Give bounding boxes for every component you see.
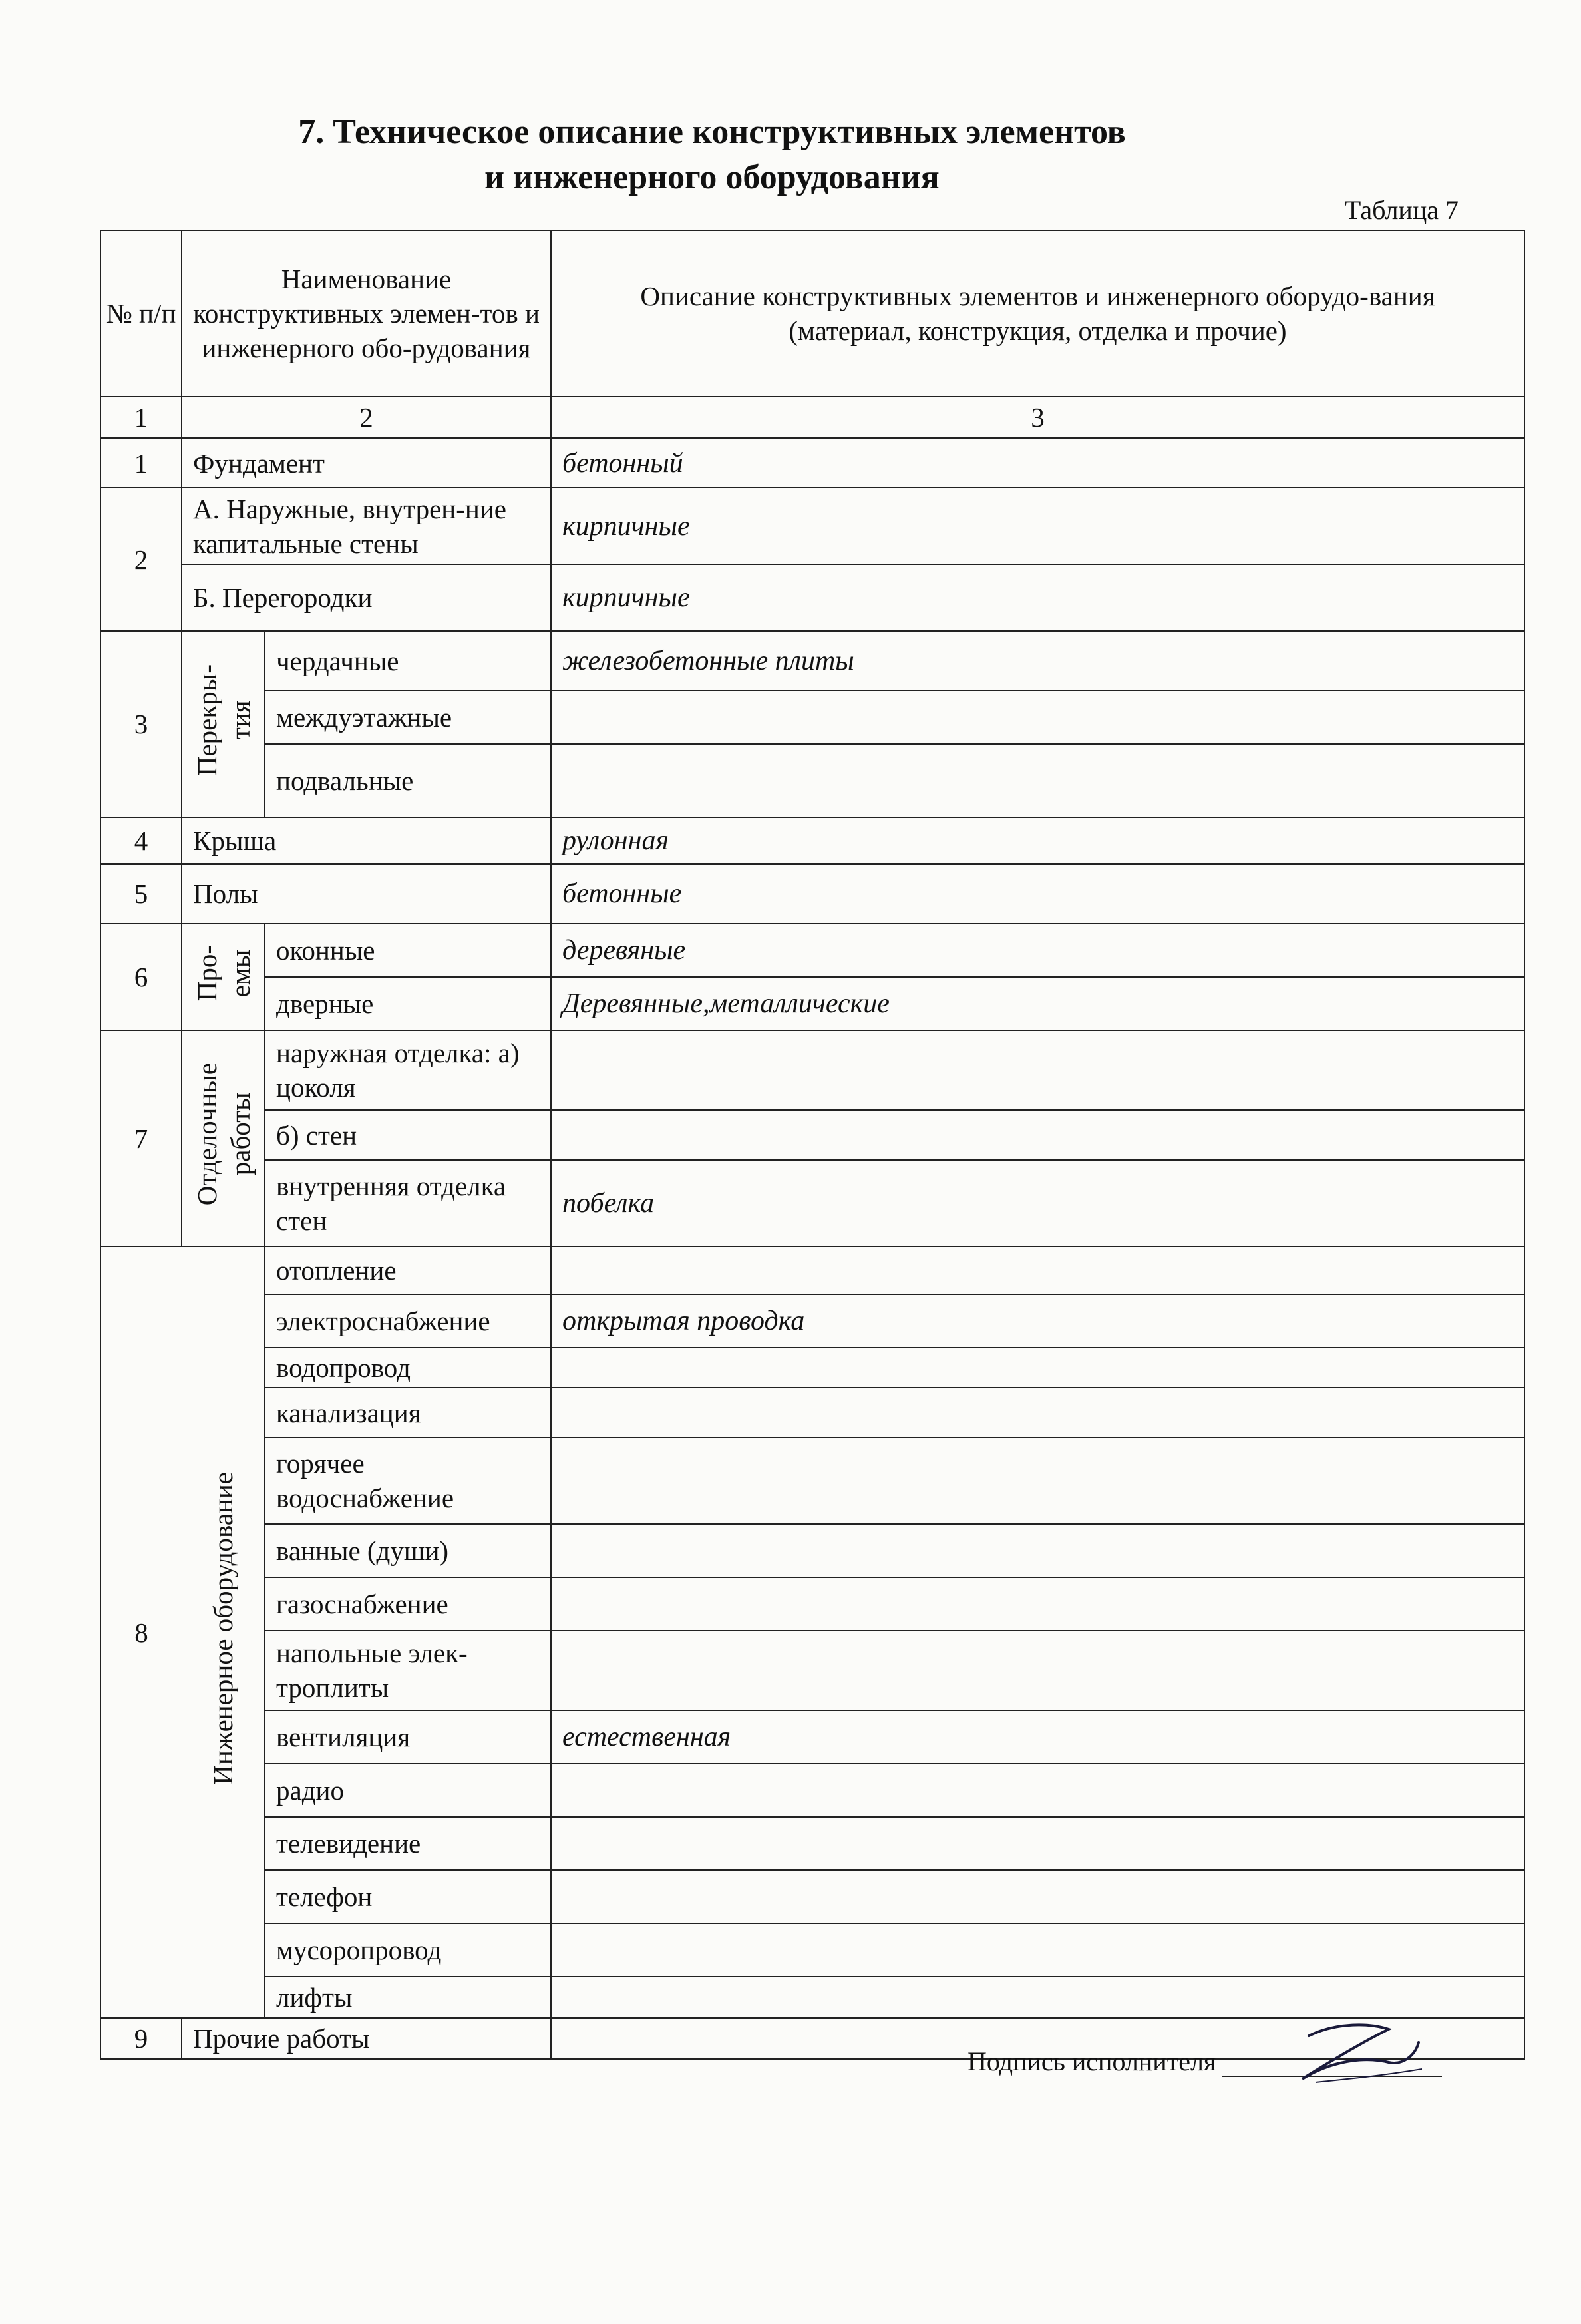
element-name: газоснабжение — [265, 1577, 551, 1631]
element-name: А. Наружные, внутрен-ние капитальные стены — [182, 488, 551, 564]
element-name: междуэтажные — [265, 691, 551, 744]
table-row — [100, 744, 1524, 817]
element-name: отопление — [265, 1247, 551, 1294]
group-label-cell — [182, 1247, 265, 2018]
table-row — [100, 438, 1524, 488]
table-row — [100, 1110, 1524, 1160]
header-num: № п/п — [100, 230, 182, 397]
group-label: Перекры- тия — [191, 664, 256, 777]
element-name: вентиляция — [265, 1710, 551, 1764]
element-name: внутренняя отделка стен — [265, 1160, 551, 1247]
element-name: оконные — [265, 924, 551, 977]
signature-block — [967, 2046, 1442, 2077]
row-number: 1 — [100, 438, 182, 488]
element-value: Деревянные,металлические — [551, 977, 1524, 1030]
table-row — [100, 1524, 1524, 1577]
table-row — [100, 1817, 1524, 1870]
element-name: телефон — [265, 1870, 551, 1923]
table-row — [100, 1977, 1524, 2018]
element-value — [551, 1247, 1524, 1294]
row-number: 8 — [100, 1247, 182, 2018]
element-name: чердачные — [265, 631, 551, 691]
table-row — [100, 1631, 1524, 1710]
table-row — [100, 1348, 1524, 1388]
element-value — [551, 1577, 1524, 1631]
signature-line — [1222, 2046, 1442, 2077]
table-row — [100, 817, 1524, 864]
element-value — [551, 1817, 1524, 1870]
element-value — [551, 1110, 1524, 1160]
column-index: 1 — [100, 397, 182, 438]
group-label: Отделочные работы — [191, 1063, 256, 1206]
row-number: 7 — [100, 1030, 182, 1247]
signature-label: Подпись исполнителя — [967, 2046, 1216, 2076]
element-name: водопровод — [265, 1348, 551, 1388]
table-row — [100, 1294, 1524, 1348]
element-value — [551, 691, 1524, 744]
header-desc-main: Описание конструктивных элементов и инженерного оборудо-вания — [640, 281, 1435, 311]
table-row — [100, 564, 1524, 631]
table-row — [100, 924, 1524, 977]
element-name: Крыша — [182, 817, 551, 864]
group-label: Про- емы — [191, 944, 256, 1002]
row-number: 5 — [100, 864, 182, 924]
group-label: Инженерное оборудование — [208, 1471, 238, 1785]
element-value: кирпичные — [551, 488, 1524, 564]
table-row — [100, 1030, 1524, 1110]
document-title-line2: и инженерного оборудования — [484, 158, 940, 196]
table-row — [100, 631, 1524, 691]
element-name: дверные — [265, 977, 551, 1030]
group-label-cell — [182, 631, 265, 817]
table-row — [100, 1438, 1524, 1524]
element-value: рулонная — [551, 817, 1524, 864]
element-name: Фундамент — [182, 438, 551, 488]
document-title-line1: 7. Техническое описание конструктивных элементов — [298, 113, 1126, 151]
element-name: напольные элек-троплиты — [265, 1631, 551, 1710]
table-header-row — [100, 230, 1524, 397]
element-name: Б. Перегородки — [182, 564, 551, 631]
element-value — [551, 1348, 1524, 1388]
element-name: лифты — [265, 1977, 551, 2018]
element-value — [551, 744, 1524, 817]
group-label-cell — [182, 1030, 265, 1247]
column-index: 3 — [551, 397, 1524, 438]
header-name: Наименование конструктивных элемен-тов и инженерного обо-рудования — [182, 230, 551, 397]
table-row — [100, 691, 1524, 744]
table-row — [100, 1710, 1524, 1764]
column-index: 2 — [182, 397, 551, 438]
table-row — [100, 1870, 1524, 1923]
table-row — [100, 1577, 1524, 1631]
row-number: 4 — [100, 817, 182, 864]
element-value: бетонный — [551, 438, 1524, 488]
element-value: естественная — [551, 1710, 1524, 1764]
table-row — [100, 1764, 1524, 1817]
table-row — [100, 977, 1524, 1030]
element-value — [551, 1388, 1524, 1438]
table-label: Таблица 7 — [1344, 195, 1459, 225]
element-value — [551, 1764, 1524, 1817]
element-name: Прочие работы — [182, 2018, 551, 2059]
element-name: наружная отделка: а) цоколя — [265, 1030, 551, 1110]
element-value: деревяные — [551, 924, 1524, 977]
structural-elements-table — [100, 230, 1525, 2060]
element-name: мусоропровод — [265, 1923, 551, 1977]
element-value — [551, 1631, 1524, 1710]
row-number: 2 — [100, 488, 182, 631]
handwritten-signature-icon — [1289, 2016, 1422, 2089]
element-value — [551, 1438, 1524, 1524]
element-name: б) стен — [265, 1110, 551, 1160]
element-name: ванные (души) — [265, 1524, 551, 1577]
group-label-cell — [182, 924, 265, 1030]
table-row — [100, 1247, 1524, 1294]
element-name: подвальные — [265, 744, 551, 817]
element-value: железобетонные плиты — [551, 631, 1524, 691]
row-number: 3 — [100, 631, 182, 817]
header-desc-sub: (материал, конструкция, отделка и прочие) — [789, 315, 1287, 346]
element-value — [551, 1923, 1524, 1977]
table-row — [100, 1388, 1524, 1438]
element-value — [551, 1524, 1524, 1577]
table-row — [100, 1160, 1524, 1247]
element-value: открытая проводка — [551, 1294, 1524, 1348]
element-name: канализация — [265, 1388, 551, 1438]
column-index-row — [100, 397, 1524, 438]
table-row — [100, 488, 1524, 564]
header-desc — [551, 230, 1524, 397]
element-name: электроснабжение — [265, 1294, 551, 1348]
element-name: Полы — [182, 864, 551, 924]
table-row — [100, 1923, 1524, 1977]
element-value — [551, 1870, 1524, 1923]
row-number: 9 — [100, 2018, 182, 2059]
element-value: бетонные — [551, 864, 1524, 924]
element-name: радио — [265, 1764, 551, 1817]
element-value — [551, 1030, 1524, 1110]
element-value — [551, 1977, 1524, 2018]
element-value: побелка — [551, 1160, 1524, 1247]
element-name: телевидение — [265, 1817, 551, 1870]
element-name: горячее водоснабжение — [265, 1438, 551, 1524]
table-row — [100, 864, 1524, 924]
element-value: кирпичные — [551, 564, 1524, 631]
row-number: 6 — [100, 924, 182, 1030]
